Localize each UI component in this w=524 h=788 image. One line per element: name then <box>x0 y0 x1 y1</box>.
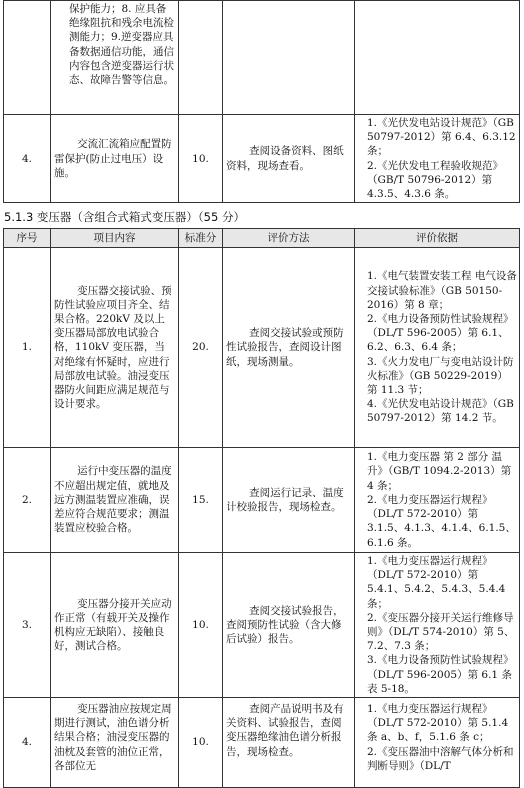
header-basis: 评价依据 <box>355 229 520 248</box>
standard-score <box>179 1 223 115</box>
table-row <box>4 248 520 448</box>
basis-line: 2.《变压器分接开关运行维修导则》（DL/T 574-2010）第 5、7.2、7.3 条； <box>367 611 515 653</box>
evaluation-basis <box>355 115 520 203</box>
table-row <box>4 553 520 698</box>
item-content: 变压器分接开关应动作正常（有载开关及操作机构应无缺陷）、接触良好，测试合格。 <box>51 553 179 698</box>
row-number: 2. <box>4 448 51 553</box>
basis-line: 2.《电力设备预防性试验规程》（DL/T 596-2005）第 6.1、6.2、6.3、6.4 条； <box>367 312 514 354</box>
table-row <box>4 698 520 788</box>
transformer-table <box>3 228 520 788</box>
basis-line: 1.《光伏发电站设计规范》（GB 50797-2012）第 6.4、6.3.12 条； <box>367 117 516 158</box>
basis-line: 4.《光伏发电站设计规范》（GB 50797-2012）第 14.2 节。 <box>367 398 514 425</box>
item-content: 变压器交接试验、预防性试验应项目齐全、结果合格。220kV 及以上变压器局部放电试验合格，110kV 变压器，当对绝缘有怀疑时，应进行局部放电试验。油浸变压器防火间距应满足规范与设计要求。 <box>51 248 179 448</box>
standard-score: 20. <box>179 248 223 448</box>
item-content: 变压器油应按规定周期进行测试，油色谱分析结果合格；油浸变压器的油枕及套管的油位正常，各部位无 <box>51 698 179 788</box>
basis-line: 1.《电力变压器 第 2 部分 温升》（GB/T 1094.2-2013）第 4 条； <box>367 451 512 492</box>
evaluation-basis <box>355 448 520 553</box>
basis-line: 3.《电力设备预防性试验规程》（DL/T 596-2005）第 6.1 条表 5-18。 <box>367 654 514 695</box>
item-content: 运行中变压器的温度不应超出规定值，就地及远方测温装置应准确，误差应符合规范要求；测温装置应校验合格。 <box>51 448 179 553</box>
table-header-row <box>4 229 520 248</box>
evaluation-basis <box>355 698 520 788</box>
evaluation-method: 查阅产品说明书及有关资料、试验报告，查阅变压器绝缘油色谱分析报告，现场检查。 <box>223 698 355 788</box>
basis-line: 2.《变压器油中溶解气体分析和判断导则》（DL/T <box>367 745 514 772</box>
standard-score: 10. <box>179 115 223 203</box>
header-score: 标准分 <box>179 229 223 248</box>
standard-score: 15. <box>179 448 223 553</box>
evaluation-method: 查阅运行记录、温度计校验报告，现场检查。 <box>223 448 355 553</box>
item-content: 交流汇流箱应配置防雷保护(防止过电压）设施。 <box>51 115 179 203</box>
basis-line: 1.《电力变压器运行规程》（DL/T 572-2010）第 5.4.1、5.4.2、5.4.3、5.4.4 条； <box>367 555 506 610</box>
evaluation-method <box>223 1 355 115</box>
basis-line: 2.《光伏发电工程验收规范》（GB/T 50796-2012）第 4.3.5、4.3.6 条。 <box>367 159 504 201</box>
table-row <box>4 115 520 203</box>
section-title: 5.1.3 变压器（含组合式箱式变压器）（55 分） <box>4 210 245 224</box>
header-method: 评价方法 <box>223 229 355 248</box>
row-number: 1. <box>4 248 51 448</box>
row-number <box>4 1 51 115</box>
item-content: 保护能力；8. 应具备绝缘阻抗和残余电流检测能力；9.逆变器应具备数据通信功能，通信内容包含逆变器运行状态、故障告警等信息。 <box>51 1 179 115</box>
basis-line: 1.《电力变压器运行规程》（DL/T 572-2010）第 5.1.4 条 a、b、f，5.1.6 条 c； <box>367 703 509 744</box>
basis-line: 2.《电力变压器运行规程》（DL/T 572-2010）第 3.1.5、4.1.3、4.1.4、6.1.5、6.1.6 条。 <box>367 493 516 549</box>
continuation-table <box>3 0 520 203</box>
row-number: 4. <box>4 115 51 203</box>
table-row <box>4 448 520 553</box>
evaluation-method: 查阅交接试验报告，查阅预防性试验（含大修后试验）报告。 <box>223 553 355 698</box>
evaluation-method: 查阅交接试验或预防性试验报告，查阅设计图纸，现场测量。 <box>223 248 355 448</box>
row-number: 3. <box>4 553 51 698</box>
basis-line: 1.《电气装置安装工程 电气设备交接试验标准》（GB 50150-2016）第 8 章； <box>367 270 517 311</box>
row-number: 4. <box>4 698 51 788</box>
table-row <box>4 1 520 115</box>
header-item: 项目内容 <box>51 229 179 248</box>
evaluation-basis <box>355 553 520 698</box>
basis-line: 3.《火力发电厂与变电站设计防火标准》（GB 50229-2019）第 11.3 节； <box>367 355 514 396</box>
standard-score: 10. <box>179 698 223 788</box>
header-number: 序号 <box>4 229 51 248</box>
evaluation-method: 查阅设备资料、图纸资料，现场查看。 <box>223 115 355 203</box>
evaluation-basis <box>355 248 520 448</box>
evaluation-basis <box>355 1 520 115</box>
standard-score: 10. <box>179 553 223 698</box>
